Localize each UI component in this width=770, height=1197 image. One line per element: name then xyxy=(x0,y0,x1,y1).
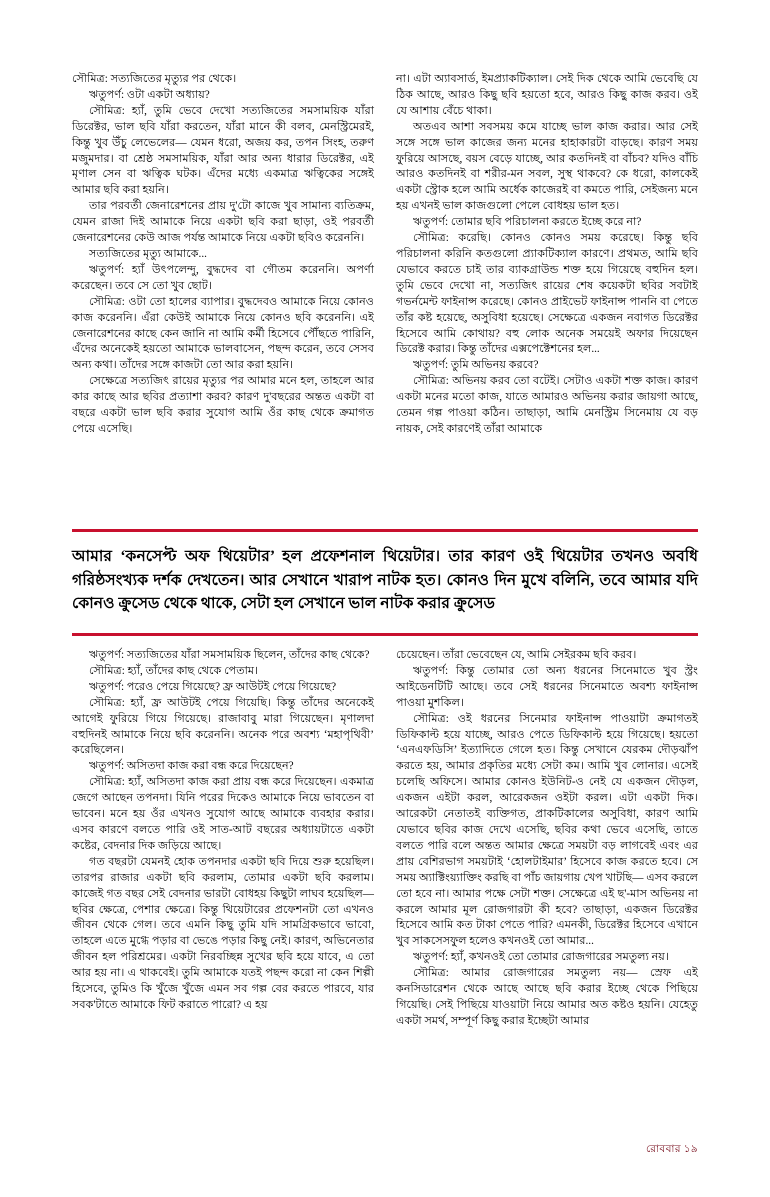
paragraph: ঋতুপর্ণ: হ্যাঁ, কখনওই তো তোমার রোজগারের সমতুল্য নয়। xyxy=(413,951,669,964)
bottom-article-section xyxy=(72,648,698,1030)
bottom-right-column xyxy=(396,648,698,1030)
paragraph: ঋতুপর্ণ: সত্যজিতের যাঁরা সমসাময়িক ছিলেন, তাঁদের কাছ থেকে? xyxy=(89,649,370,661)
paragraph: সৌমিত্র: হ্যাঁ, অসিতদা কাজ করা প্রায় বন্ধ করে দিয়েছেন। একমাত্র জেগে আছেন তপনদা। যিনি পরের দিকেও আমাকে নিয়ে ভাবতেন বা ভাবেন। মনে হয় ওঁর এখনও সুযোগ আছে আমাকে ব্যবহার করার। এসব কারণে বলতে পারি ওই সাত-আট বছরের অধ্যায়টাতে একটা কষ্টের, বেদনার দিক জড়িয়ে আছে। xyxy=(72,776,374,852)
paragraph: চেয়েছেন। তাঁরা ভেবেছেন যে, আমি সেইরকম ছবি করব। xyxy=(396,649,637,661)
paragraph: ঋতুপর্ণ: তোমার ছবি পরিচালনা করতে ইচ্ছে করে না? xyxy=(413,216,642,229)
paragraph: গত বছরটা যেমনই হোক তপনদার একটা ছবি দিয়ে শুরু হয়েছিল। তারপর রাজার একটা ছবি করলাম, তোমার একটা ছবি করলাম। কাজেই গত বছর সেই বেদনার ভারটা বোধহয় কিছুটা লাঘব হয়েছিল— ছবির ক্ষেত্রে, পেশার ক্ষেত্রে। কিন্তু থিয়েটারের প্রফেশনটা তো এখনও জীবন থেকে গেল। তবে এমনি কিছু তুমি যদি সামগ্রিকভাবে ভাবো, তাহলে এতে মুগ্ধে পড়ার বা ভেঙে পড়ার কিছু নেই। কারণ, অভিনেতার জীবন হল পরিশ্রমের। একটা নিরবচ্ছিন্ন সুখের ছবি হয়ে যাবে, এ তো আর হয় না। এ থাকবেই। তুমি আমাকে যতই পছন্দ করো না কেন শিল্পী হিসেবে, তুমিও কি খুঁজে খুঁজে এমন সব গল্প বের করতে পারবে, যার সবক'টাতে আমাকে ফিট করাতে পারো? এ হয় xyxy=(72,855,374,1011)
divider-bottom xyxy=(72,633,698,636)
page-folio: রোববার ১৯ xyxy=(646,1144,698,1155)
paragraph: সৌমিত্র: হ্যাঁ, তাঁদের কাছ থেকে পেতাম। xyxy=(89,664,259,677)
paragraph: ঋতুপর্ণ: ওটা একটা অধ্যায়? xyxy=(89,88,210,101)
paragraph: সেক্ষেত্রে সত্যজিৎ রায়ের মৃত্যুর পর আমার মনে হল, তাহলে আর কার কাছে আর ছবির প্রত্যাশা করব? কারণ দু'বছরের অন্তত একটা বা বছরে একটা ভাল ছবি করার সুযোগ আমি ওঁর কাছ থেকে ক্রমাগত পেয়ে এসেছি। xyxy=(72,375,374,435)
paragraph: ঋতুপর্ণ: অসিতদা কাজ করা বন্ধ করে দিয়েছেন? xyxy=(89,760,294,773)
paragraph: অতএব আশা সবসময় কমে যাচ্ছে ভাল কাজ করার। আর সেই সঙ্গে সঙ্গে ভাল কাজের জন্য মনের হাহাকারটা বাড়ছে। কারণ সময় ফুরিয়ে আসছে, বয়স বেড়ে যাচ্ছে, আর কতদিনই বা বাঁচব? যদিও বাঁচি আরও কতদিনই বা শরীর-মন সবল, সুস্থ থাকবে? কে ধরো, কালকেই একটা স্ট্রোক হলে আমি অর্ধেক কাজেরই বা কমতে পারি, সেইজন্য মনে হয় এখনই ভাল কাজগুলো পেলে বোধহয় ভাল হত। xyxy=(396,120,698,213)
paragraph: সৌমিত্র: ওটা তো হালের ব্যাপার। বুদ্ধদেবও আমাকে নিয়ে কোনও কাজ করেননি। এঁরা কেউই আমাকে নিয়ে কোনও ছবি করেননি। এই জেনারেশনের কাছে কেন জানি না আমি কর্মী হিসেবে পৌঁছতে পারিনি, এঁদের অনেকেই হয়তো আমাকে ভালবাসেন, পছন্দ করেন, তবে সেসব অন্য কথা। তাঁদের সঙ্গে কাজটা তো আর করা হয়নি। xyxy=(72,295,374,372)
paragraph: ঋতুপর্ণ: হ্যাঁ উৎপলেন্দু, বুদ্ধদেব বা গৌতম করেননি। অপর্ণা করেছেন। তবে সে তো খুব ছোট। xyxy=(72,263,374,292)
paragraph: সৌমিত্র: সত্যজিতের মৃত্যুর পর থেকে। xyxy=(72,73,237,85)
paragraph: সত্যজিতের মৃত্যু আমাকে... xyxy=(89,247,207,260)
paragraph: সৌমিত্র: করেছি। কোনও কোনও সময় করেছে। কিন্তু ছবি পরিচালনা করিনি কতগুলো প্র্যাকটিক্যাল কারণে। প্রথমত, আমি ছবি যেভাবে করতে চাই তার ব্যাকগ্রাউন্ড শক্ত হয়ে গিয়েছে বহুদিন হল। তুমি ভেবে দেখো না, সত্যজিৎ রায়ের শেষ কয়েকটা ছবির সবটাই গভর্নমেন্ট ফাইনান্স করেছে। কোনও প্রাইভেট ফাইনান্স পাননি বা পেতে তাঁর কষ্ট হয়েছে, অসুবিধা হয়েছে। সেক্ষেত্রে একজন নবাগত ডিরেক্টর হিসেবে আমি কোথায়? বহু লোক অনেক সময়েই অফার দিয়েছেন ডিরেক্ট করার। কিন্তু তাঁদের এক্সপেক্টেশনের হল... xyxy=(396,232,698,356)
paragraph: সৌমিত্র: আমার রোজগারের সমতুল্য নয়— স্রেফ এই কনসিডারেশন থেকে আছে আছে ছবি করার ইচ্ছে থেকে পিছিয়ে গিয়েছি। সেই পিছিয়ে যাওয়াটা নিয়ে আমার অত কষ্টও হয়নি। যেহেতু একটা সমর্থ, সম্পূর্ণ কিছু করার ইচ্ছেটা আমার xyxy=(396,967,698,1027)
paragraph: ঋতুপর্ণ: কিন্তু তোমার তো অন্য ধরনের সিনেমাতে খুব স্ট্রং আইডেনটিটি আছে। তবে সেই ধরনের সিনেমাতে অবশ্য ফাইনান্স পাওয়া মুশকিল। xyxy=(396,664,698,709)
paragraph: ঋতুপর্ণ: পরেও পেয়ে গিয়েছে? ফ্র আউটই পেয়ে গিয়েছে? xyxy=(89,680,337,693)
top-article-section xyxy=(72,72,698,438)
pull-quote: আমার ‘কনসেপ্ট অফ থিয়েটার’ হল প্রফেশনাল থিয়েটার। তার কারণ ওই থিয়েটার তখনও অবধি গরিষ্ঠসংখ্যক দর্শক দেখতেন। আর সেখানে খারাপ নাটক হত। কোনও দিন মুখে বলিনি, তবে আমার যদি কোনও ক্রুসেড থেকে থাকে, সেটা হল সেখানে ভাল নাটক করার ক্রুসেড xyxy=(72,548,698,613)
paragraph: সৌমিত্র: হ্যাঁ, তুমি ভেবে দেখো সত্যজিতের সমসাময়িক যাঁরা ডিরেক্টর, ভাল ছবি যাঁরা করতেন, যাঁরা মানে কী বলব, মেনস্ট্রিমেরই, কিন্তু খুব উঁচু লেভেলের— যেমন ধরো, অজয় কর, তপন সিংহ, তরুণ মজুমদার। বা শ্রেষ্ঠ সমসাময়িক, যাঁরা আর অন্য ধারার ডিরেক্টর, এই মৃণাল সেন বা ঋত্বিক ঘটক। এঁদের মধ্যে একমাত্র ঋত্বিকের সঙ্গেই আমার ছবি করা হয়নি। xyxy=(72,104,374,197)
bottom-left-column xyxy=(72,648,374,1030)
divider-top xyxy=(72,529,698,532)
top-left-column xyxy=(72,72,374,438)
paragraph: না। এটা অ্যাবসার্ড, ইমপ্র্যাকটিক্যাল। সেই দিক থেকে আমি ভেবেছি যে ঠিক আছে, আরও কিছু ছবি হয়তো হবে, আরও কিছু কাজ করব। ওই যে আশায় বেঁচে থাকা। xyxy=(396,73,698,117)
paragraph: সৌমিত্র: অভিনয় করব তো বটেই। সেটাও একটা শক্ত কাজ। কারণ একটা মনের মতো কাজ, যাতে আমারও অভিনয় করার জায়গা আছে, তেমন গল্প পাওয়া কঠিন। তাছাড়া, আমি মেনস্ট্রিম সিনেমায় যে বড় নায়ক, সেই কারণেই তাঁরা আমাকে xyxy=(396,375,698,435)
paragraph: সৌমিত্র: ওই ধরনের সিনেমার ফাইনান্স পাওয়াটা ক্রমাগতই ডিফিকাল্ট হয়ে যাচ্ছে, আরও পেতে ডিফিকাল্ট হয়ে গিয়েছে। হয়তো ‘এনএফডিসি’ ইত্যাদিতে গেলে হত। কিন্তু সেখানে যেরকম দৌড়ঝাঁপ করতে হয়, আমার প্রকৃতির মধ্যে সেটা কম। আমি খুব লোনার। এসেই চলেছি অফিসে। আমার কোনও ইউনিট-ও নেই যে একজন দৌড়ল, একজন এইটা করল, আরেকজন ওইটা করল। এটা একটা দিক। আরেকটা নেতাতই ব্যক্তিগত, প্রাকটিকালের অসুবিধা, কারণ আমি যেভাবে ছবির কাজ দেখে এসেছি, ছবির কথা ভেবে এসেছি, তাতে বলতে পারি বলে অন্তত আমার ক্ষেত্রে সময়টা বড় লাগবেই এবং এর প্রায় বেশিরভাগ সময়টাই ‘হোলটাইমার’ হিসেবে কাজ করতে হবে। সে সময় অ্যাক্টিংয়্যাক্তিং করছি বা পাঁচ জায়গায় খেপ খাটছি— এসব করলে তো হবে না। আমার পক্ষে সেটা শক্ত। সেক্ষেত্রে এই ছ'-মাস অভিনয় না করলে আমার মূল রোজগারটা কী হবে? তাছাড়া, একজন ডিরেক্টর হিসেবে আমি কত টাকা পেতে পারি? এমনকী, ডিরেক্টর হিসেবে এখানে খুব সাকসেসফুল হলেও কখনওই তো আমার... xyxy=(396,712,698,948)
paragraph: সৌমিত্র: হ্যাঁ, ফ্র আউটই পেয়ে গিয়েছি। কিন্তু তাঁদের অনেকেই আগেই ফুরিয়ে গিয়ে গিয়েছে। রাজাবাবু মারা গিয়েছেন। মৃণালদা বহুদিনই আমাকে নিয়ে ছবি করেননি। অনেক পরে অবশ্য ‘মহাপৃথিবী’ করেছিলেন। xyxy=(72,696,374,757)
paragraph: তার পরবর্তী জেনারেশনের প্রায় দু'টো কাজে খুব সামান্য ব্যতিক্রম, যেমন রাজা দিই আমাকে নিয়ে একটা ছবি করা ছাড়া, ওই পরবর্তী জেনারেশনের কেউ আজ পর্যন্ত আমাকে নিয়ে একটা ছবিও করেননি। xyxy=(72,200,374,245)
paragraph: ঋতুপর্ণ: তুমি অভিনয় করবে? xyxy=(413,359,539,372)
top-right-column xyxy=(396,72,698,438)
